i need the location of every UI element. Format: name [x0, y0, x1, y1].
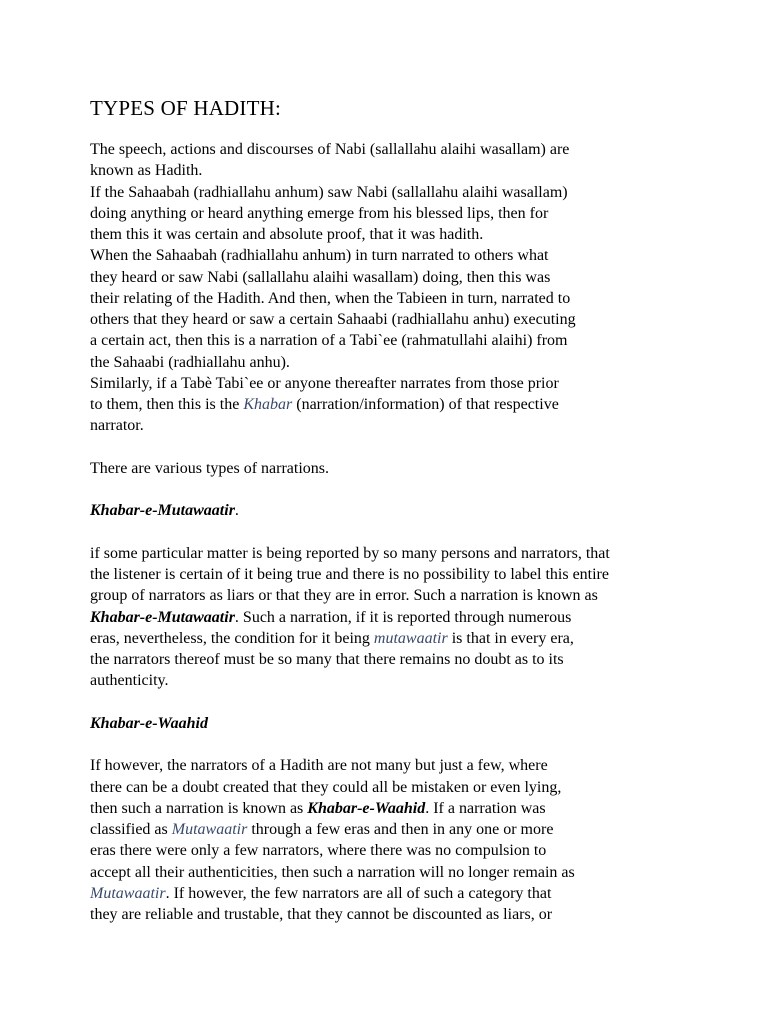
section-heading-mutawaatir [90, 500, 750, 521]
text-fragment: . If a narration was [425, 799, 546, 817]
text-line [90, 883, 750, 904]
text-line: Similarly, if a Tabè Tabi`ee or anyone thereafter narrates from those prior [90, 374, 559, 392]
intro-paragraph [90, 139, 750, 437]
text-line: If the Sahaabah (radhiallahu anhum) saw Nabi (sallallahu alaihi wasallam) [90, 183, 568, 201]
bold-term-waahid: Khabar-e-Waahid [307, 799, 426, 817]
text-fragment: is that in every era, [447, 629, 574, 647]
text-fragment: then such a narration is known as [90, 799, 308, 817]
text-line: they heard or saw Nabi (sallallahu alaihi wasallam) doing, then this was [90, 268, 551, 286]
text-line: the listener is certain of it being true and there is no possibility to label this entire [90, 566, 609, 583]
waahid-paragraph [90, 755, 750, 925]
section-heading-waahid [90, 713, 750, 734]
text-line: eras there were only a few narrators, where there was no compulsion to [90, 842, 547, 860]
mutawaatir-paragraph [90, 543, 750, 692]
italic-term-mutawaatir: Mutawaatir [171, 821, 248, 838]
text-line [90, 819, 750, 840]
text-fragment: eras, nevertheless, the condition for it being [90, 629, 374, 647]
text-line [90, 798, 750, 819]
text-fragment: (narration/information) of that respective [292, 396, 559, 413]
document-title: TYPES OF HADITH: [90, 96, 282, 120]
italic-term-khabar: Khabar [243, 396, 293, 413]
text-line [90, 628, 750, 649]
text-line: doing anything or heard anything emerge from his blessed lips, then for [90, 204, 549, 222]
text-line: When the Sahaabah (radhiallahu anhum) in turn narrated to others what [90, 247, 549, 265]
text-line: narrator. [90, 417, 144, 435]
text-line: them this it was certain and absolute proof, that it was hadith. [90, 226, 484, 243]
italic-term-mutawaatir: Mutawaatir [90, 884, 166, 902]
text-line: their relating of the Hadith. And then, when the Tabieen in turn, narrated to [90, 289, 571, 307]
various-types-line: There are various types of narrations. [90, 459, 330, 477]
text-line: if some particular matter is being reported by so many persons and narrators, that [90, 544, 610, 562]
text-fragment: . Such a narration, if it is reported through numerous [234, 608, 572, 626]
bold-term-mutawaatir: Khabar-e-Mutawaatir [90, 608, 235, 626]
text-line: others that they heard or saw a certain Sahaabi (radhiallahu anhu) executing [90, 311, 576, 328]
text-line: accept all their authenticities, then such a narration will no longer remain as [90, 863, 575, 881]
text-fragment: to them, then this is the [90, 396, 240, 413]
text-fragment: . If however, the few narrators are all of such a category that [165, 884, 552, 902]
heading-text: Khabar-e-Waahid [90, 714, 208, 732]
text-line: If however, the narrators of a Hadith are not many but just a few, where [90, 757, 548, 775]
text-line: there can be a doubt created that they could all be mistaken or even lying, [90, 778, 562, 796]
italic-term-mutawaatir: mutawaatir [373, 629, 448, 647]
text-line: group of narrators as liars or that they are in error. Such a narration is known as [90, 587, 598, 605]
text-fragment: through a few eras and then in any one or more [247, 821, 554, 838]
heading-punct: . [234, 502, 239, 520]
text-line [90, 394, 750, 415]
text-line [90, 607, 750, 628]
text-line: The speech, actions and discourses of Nabi (sallallahu alaihi wasallam) are [90, 141, 570, 158]
text-line: known as Hadith. [90, 162, 203, 180]
text-line: a certain act, then this is a narration of a Tabi`ee (rahmatullahi alaihi) from [90, 332, 568, 350]
text-fragment: classified as [90, 821, 172, 838]
text-line: the Sahaabi (radhiallahu anhu). [90, 353, 290, 371]
text-line: authenticity. [90, 672, 169, 690]
text-line: the narrators thereof must be so many that there remains no doubt as to its [90, 651, 564, 668]
text-line: they are reliable and trustable, that they cannot be discounted as liars, or [90, 906, 553, 923]
heading-text: Khabar-e-Mutawaatir [90, 502, 235, 520]
document-body [90, 96, 750, 925]
